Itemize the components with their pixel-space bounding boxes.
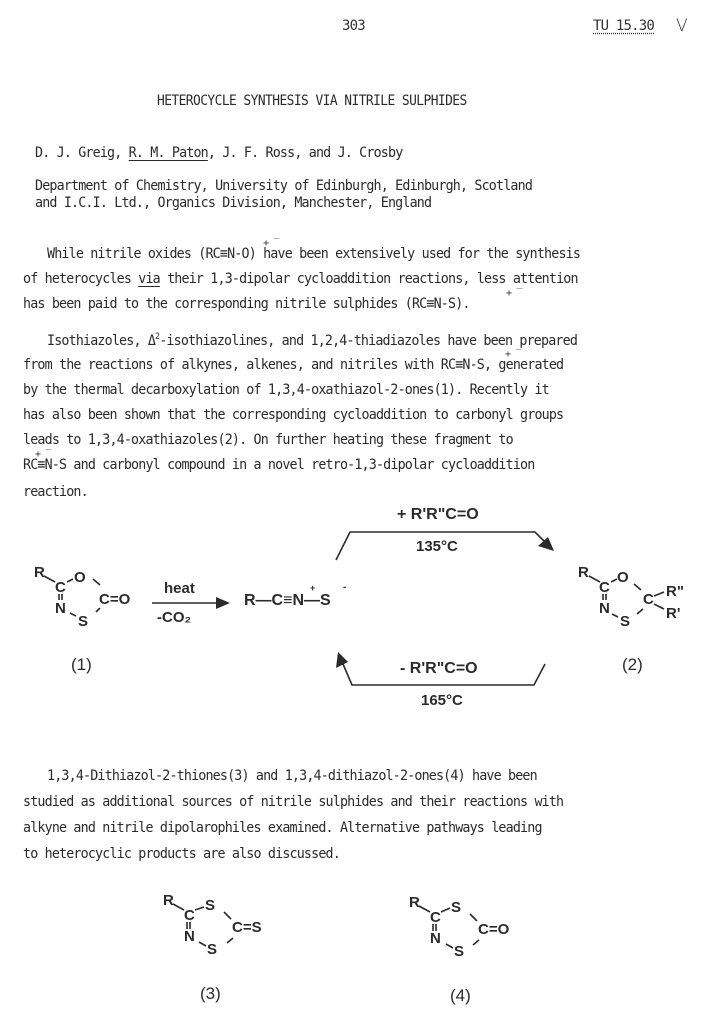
ref-mark: V [676, 16, 687, 36]
affiliation-line: and I.C.I. Ltd., Organics Division, Manchester, England [35, 195, 432, 211]
atom-r-double-prime: R" [666, 583, 684, 600]
paragraph-line: has also been shown that the corresponding cycloaddition to carbonyl groups [23, 407, 564, 423]
bond [419, 906, 430, 912]
affiliation-line: Department of Chemistry, University of Edinburgh, Edinburgh, Scotland [35, 178, 533, 194]
atom-s: S [207, 941, 218, 958]
charge-marks: + ‾ [263, 238, 279, 249]
atom-c: C [55, 579, 66, 596]
arrow-condition-co2: -CO₂ [157, 609, 192, 626]
bond [96, 608, 100, 612]
bond [70, 613, 76, 616]
paragraph-line: by the thermal decarboxylation of 1,3,4-oxathiazol-2-ones(1). Recently it [23, 382, 549, 398]
text: of heterocycles [23, 271, 139, 287]
bond [473, 940, 479, 945]
emphasis-via: via [138, 271, 160, 287]
paragraph-line: has been paid to the corresponding nitrile sulphides (RC≡N-S). [23, 296, 470, 312]
thiocarbonyl-group: C=S [232, 919, 262, 936]
paragraph-line: reaction. [23, 484, 88, 500]
forward-reagent: + R'R"C=O [397, 506, 479, 523]
negative-charge: - [343, 582, 347, 593]
page-number: 303 [342, 18, 365, 34]
atom-c: C [643, 591, 654, 608]
atom-s: S [620, 613, 631, 630]
atom-n: N [184, 928, 195, 945]
bond [441, 908, 450, 912]
atom-n: N [55, 600, 66, 617]
bond [637, 609, 643, 614]
bond [634, 584, 641, 590]
paragraph-line: 1,3,4-Dithiazol-2-thiones(3) and 1,3,4-dithiazol-2-ones(4) have been [47, 768, 537, 784]
paper-title: HETEROCYCLE SYNTHESIS VIA NITRILE SULPHIDES [157, 93, 467, 109]
positive-charge: + [310, 583, 316, 593]
atom-r: R [163, 892, 174, 909]
arrow-condition-heat: heat [164, 580, 195, 597]
text: their 1,3-dipolar cycloaddition reactions, less attention [159, 271, 578, 287]
atom-n: N [599, 600, 610, 617]
atom-o: O [617, 569, 629, 586]
atom-s: S [454, 943, 465, 960]
carbonyl-group: C=O [99, 591, 131, 608]
compound-label-4: (4) [450, 986, 471, 1005]
superscript: 2 [155, 332, 160, 342]
bond [470, 914, 477, 921]
bond [67, 579, 73, 582]
arrow-head [336, 652, 348, 668]
author-text: , J. F. Ross, and J. Crosby [207, 145, 403, 161]
paragraph-line: alkyne and nitrile dipolarophiles examined. Alternative pathways leading [23, 820, 542, 836]
abstract-code: TU 15.30 [593, 18, 655, 34]
paragraph-line: leads to 1,3,4-oxathiazoles(2). On further heating these fragment to [23, 432, 513, 448]
atom-c: C [430, 909, 441, 926]
bond [199, 942, 206, 946]
bond [612, 614, 618, 617]
atom-s: S [78, 613, 89, 630]
text: -isothiazolines, and 1,2,4-thiadiazoles have been prepared [159, 333, 578, 349]
compound-label-2: (2) [622, 655, 643, 674]
bond [224, 912, 231, 919]
forward-temperature: 135°C [416, 538, 458, 555]
reverse-reagent: - R'R"C=O [400, 660, 478, 677]
atom-r: R [578, 564, 589, 581]
atom-r-prime: R' [666, 605, 681, 622]
bond [446, 944, 453, 948]
paragraph-line: from the reactions of alkynes, alkenes, and nitriles with RC≡N-S, generated [23, 357, 564, 373]
text: Isothiazoles, Δ [47, 333, 156, 349]
paragraph-line: RC≡N-S and carbonyl compound in a novel retro-1,3-dipolar cycloaddition [23, 457, 535, 473]
bond [195, 907, 204, 910]
bond [93, 579, 100, 585]
author-text: D. J. Greig, [35, 145, 129, 161]
bond [44, 576, 55, 582]
charge-marks: + ‾ [35, 449, 51, 460]
reverse-temperature: 165°C [421, 692, 463, 709]
bond [173, 904, 184, 910]
carbonyl-group: C=O [478, 921, 510, 938]
paragraph-line: to heterocyclic products are also discussed. [23, 846, 340, 862]
charge-marks: + ‾ [505, 349, 521, 360]
atom-n: N [430, 930, 441, 947]
nitrile-sulphide-formula: R—C≡N—S [244, 592, 331, 609]
paragraph-line: While nitrile oxides (RC≡N-O) have been extensively used for the synthesis [47, 246, 581, 262]
atom-o: O [74, 569, 86, 586]
presenting-author: R. M. Paton [128, 145, 208, 161]
atom-r: R [34, 564, 45, 581]
bond [227, 938, 233, 943]
paragraph-line: studied as additional sources of nitrile sulphides and their reactions with [23, 794, 564, 810]
arrow-head [538, 537, 554, 551]
atom-c: C [184, 907, 195, 924]
atom-s: S [451, 899, 462, 916]
atom-r: R [409, 894, 420, 911]
compound-label-1: (1) [71, 655, 92, 674]
charge-marks: + ‾ [506, 288, 522, 299]
bond [654, 604, 664, 609]
atom-s: S [205, 897, 216, 914]
compound-label-3: (3) [200, 984, 221, 1003]
atom-c: C [599, 579, 610, 596]
arrow-head [216, 597, 230, 609]
bond [654, 592, 664, 596]
